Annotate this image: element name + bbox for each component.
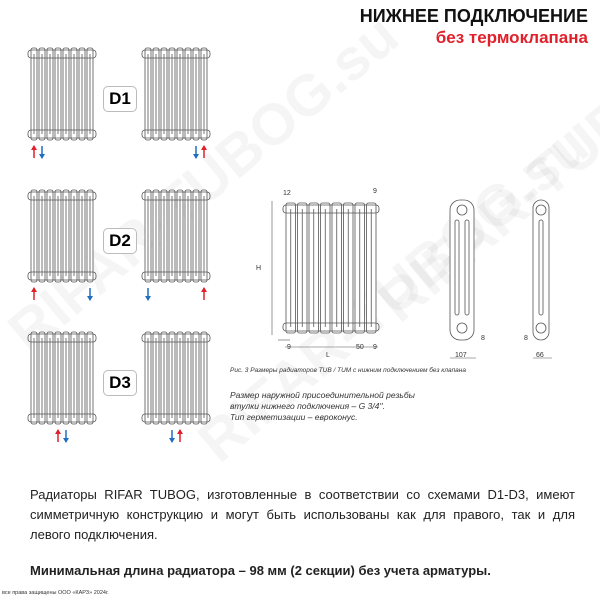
dim-top-right: 9 bbox=[373, 188, 377, 195]
scheme-label-d2: D2 bbox=[103, 228, 137, 254]
side-view-3col bbox=[450, 200, 474, 340]
description: Радиаторы RIFAR TUBOG, изготовленные в соответствии со схемами D1-D3, имеют симметричную конструкцию и могут быть использованы как для правого, так и для левого подключения. bbox=[30, 487, 575, 542]
radiator-d1-left bbox=[28, 48, 96, 140]
dim-bottom-right: 9 bbox=[373, 344, 377, 351]
supply-arrow bbox=[31, 145, 37, 158]
dim-side-offset-3col: 8 bbox=[481, 335, 485, 342]
dim-bottom-left: 9 bbox=[287, 344, 291, 351]
supply-arrow bbox=[31, 287, 37, 300]
min-length-note: Минимальная длина радиатора – 98 мм (2 секции) без учета арматуры. bbox=[30, 563, 491, 578]
note-line: Размер наружной присоединительной резьбы bbox=[230, 390, 415, 400]
figure-caption: Рис. 3 Размеры радиаторов TUB / TUM с нижним подключением без клапана bbox=[230, 367, 466, 374]
dim-side-depth-3col: 107 bbox=[455, 352, 467, 359]
radiator-d3-right bbox=[142, 332, 210, 424]
return-arrow bbox=[193, 146, 199, 159]
radiator-d2-right bbox=[142, 190, 210, 282]
side-view-2col bbox=[533, 200, 549, 340]
dim-length: L bbox=[326, 352, 330, 359]
radiator-front-view bbox=[283, 203, 379, 333]
note-line: втулки нижнего подключения – G 3/4''. bbox=[230, 401, 385, 411]
dim-side-depth-2col: 66 bbox=[536, 352, 544, 359]
dim-pipe-spacing: 50 bbox=[356, 344, 364, 351]
supply-arrow bbox=[201, 145, 207, 158]
dim-top-left: 12 bbox=[283, 190, 291, 197]
note-line: Тип герметизации – евроконус. bbox=[230, 412, 358, 422]
thread-note bbox=[230, 390, 415, 423]
page-subtitle: без термоклапана bbox=[435, 28, 588, 47]
dim-side-offset-2col: 8 bbox=[524, 335, 528, 342]
return-arrow bbox=[145, 288, 151, 301]
return-arrow bbox=[87, 288, 93, 301]
radiator-d2-left bbox=[28, 190, 96, 282]
return-arrow bbox=[63, 430, 69, 443]
supply-arrow bbox=[177, 429, 183, 442]
page-title: НИЖНЕЕ ПОДКЛЮЧЕНИЕ bbox=[359, 6, 588, 26]
supply-arrow bbox=[55, 429, 61, 442]
return-arrow bbox=[39, 146, 45, 159]
return-arrow bbox=[169, 430, 175, 443]
scheme-label-d1: D1 bbox=[103, 86, 137, 112]
radiator-d1-right bbox=[142, 48, 210, 140]
radiator-d3-left bbox=[28, 332, 96, 424]
scheme-label-d3: D3 bbox=[103, 370, 137, 396]
supply-arrow bbox=[201, 287, 207, 300]
dim-height: H bbox=[256, 265, 262, 272]
copyright: все права защищены ООО «КАРЗ» 2024г. bbox=[2, 590, 109, 596]
